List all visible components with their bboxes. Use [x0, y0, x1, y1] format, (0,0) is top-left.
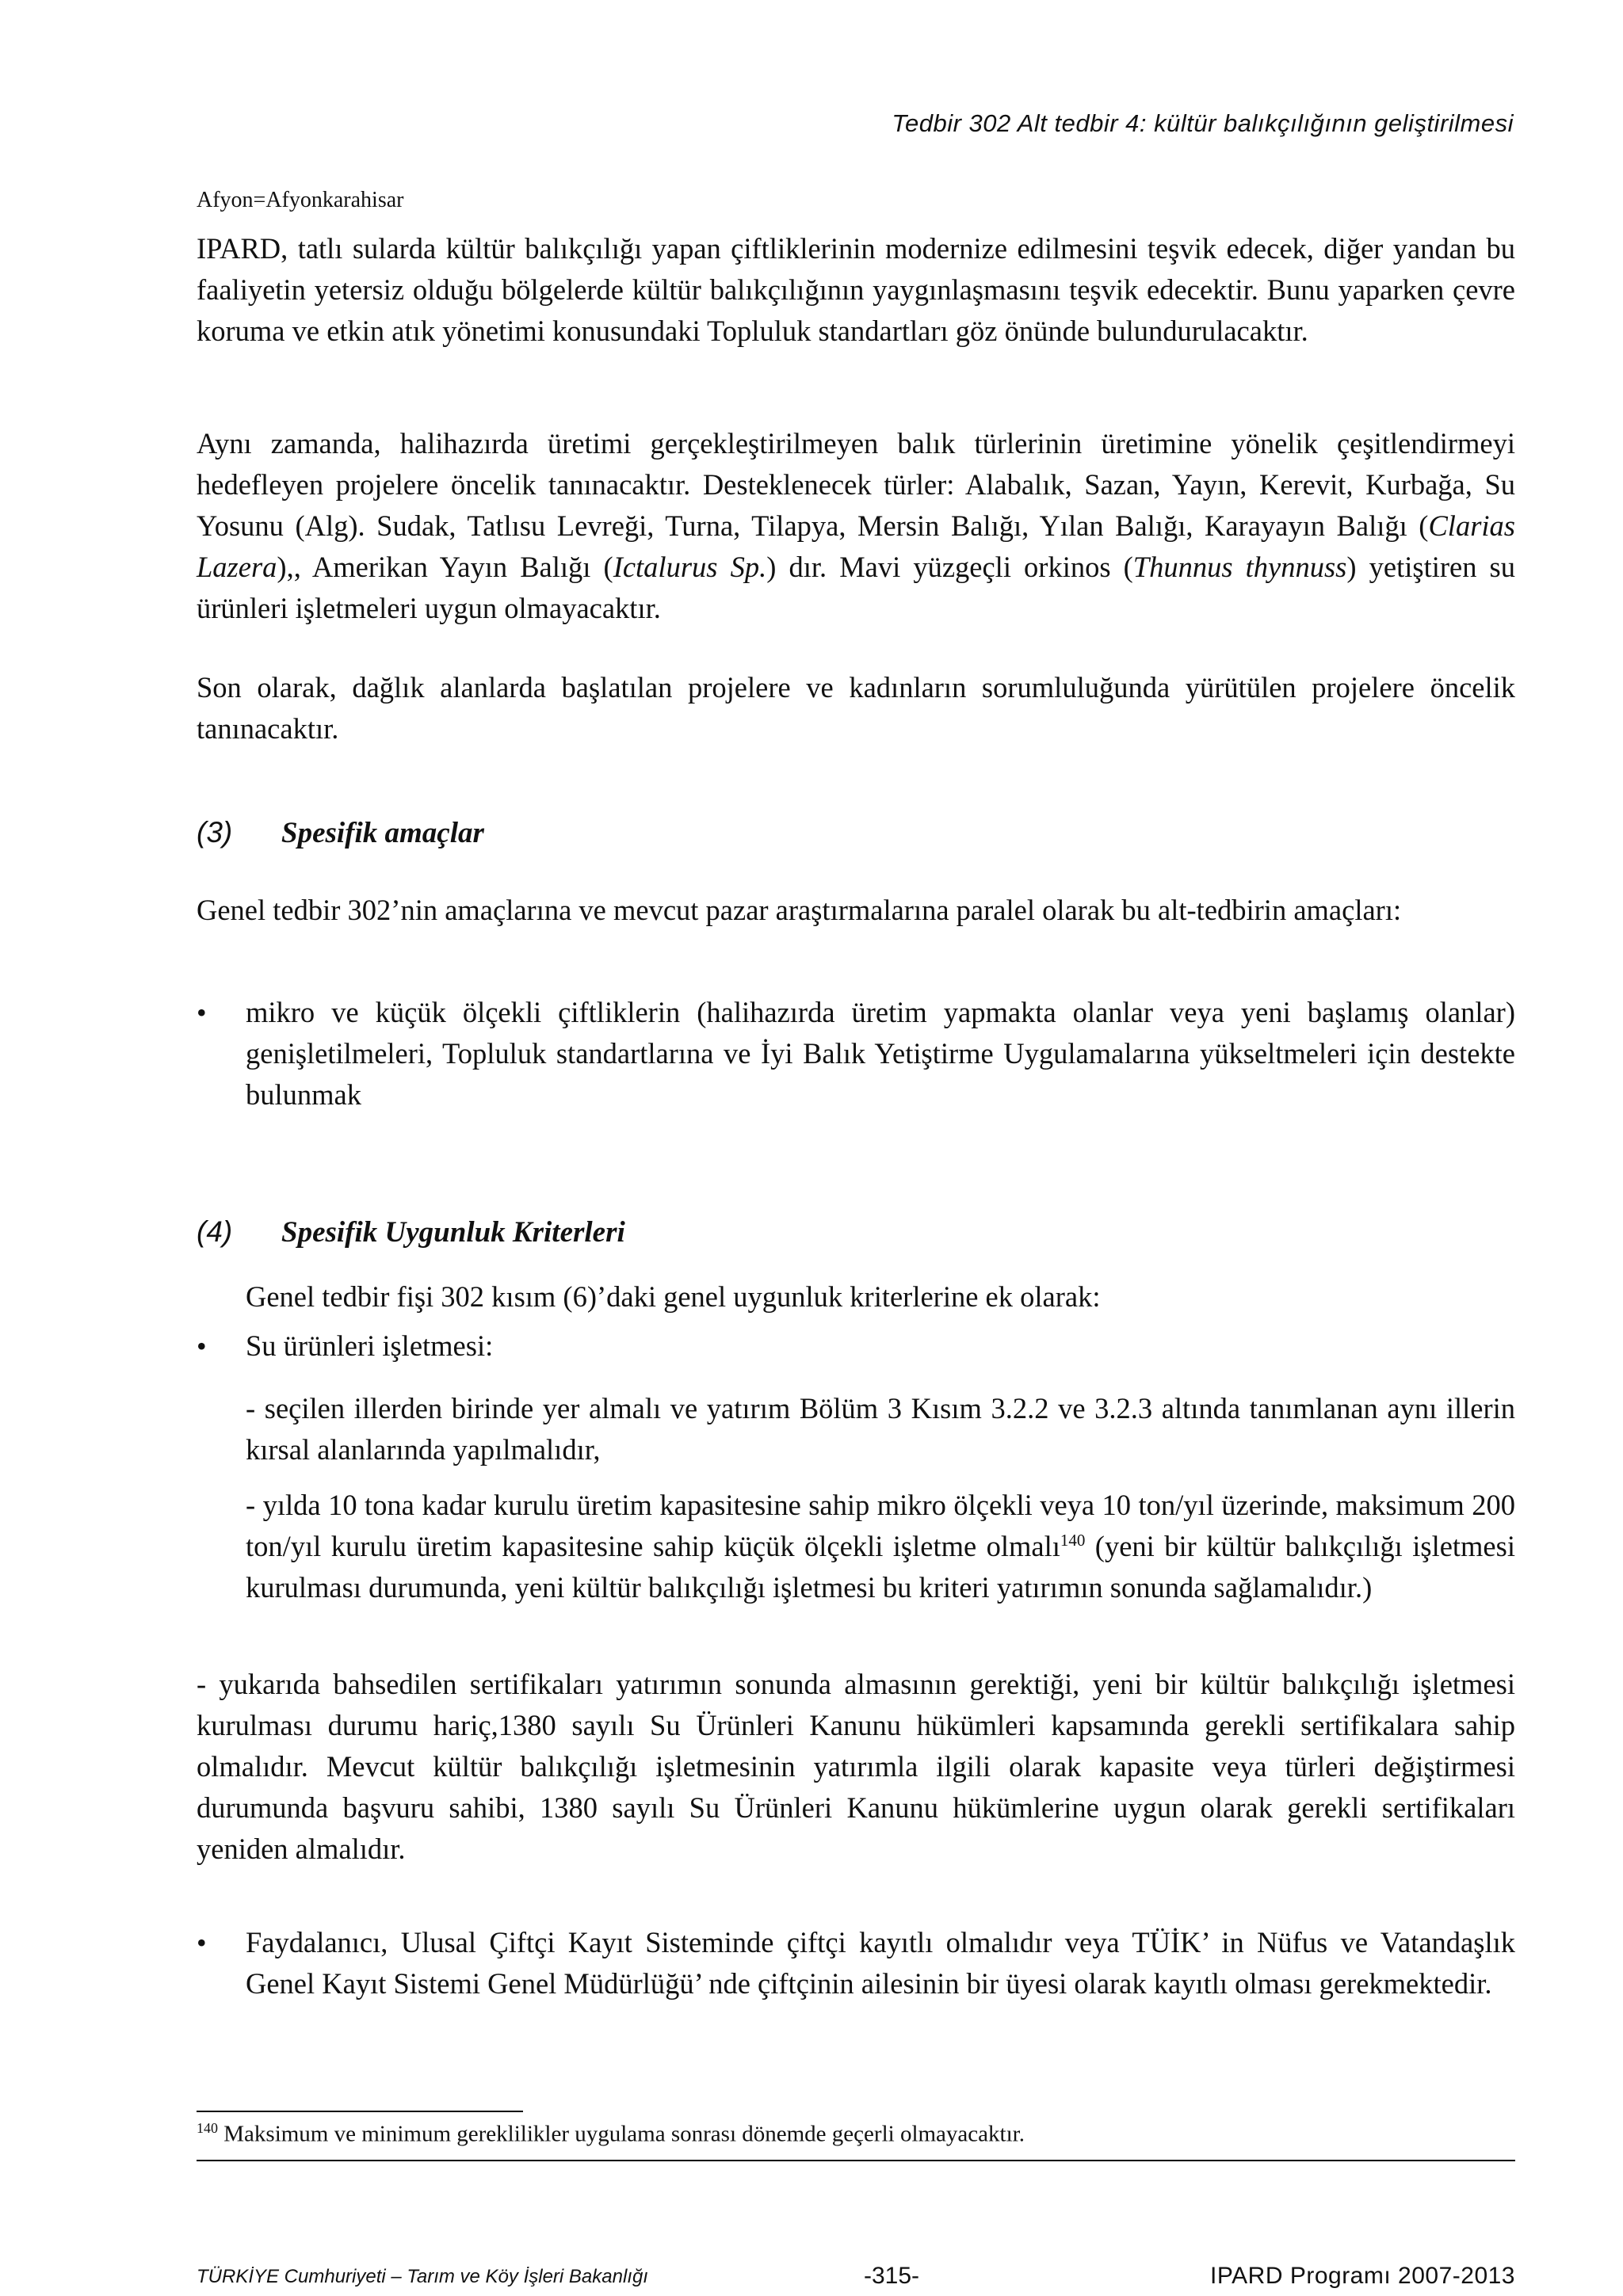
- section3-bullet: mikro ve küçük ölçekli çiftliklerin (halihazırda üretim yapmakta olanlar veya yeni başlamış olanlar) genişletilmeleri, Topluluk standartlarına ve İyi Balık Yetiştirme Uygulamalarına yükseltmeleri için destekte bulunmak: [246, 996, 1515, 1111]
- criterion-text: - yılda 10 tona kadar kurulu üretim kapasitesine sahip mikro ölçekli veya 10 ton/yıl üzerinde, maksimum 200 ton/yıl kurulu üretim kapasitesine sahip küçük ölçekli işletme olmalı: [246, 1489, 1515, 1562]
- paragraph-ipard: IPARD, tatlı sularda kültür balıkçılığı yapan çiftliklerinin modernize edilmesini teşvik edecek, diğer yandan bu faaliyetin yetersiz olduğu bölgelerde kültür balıkçılığının yaygınlaşmasını teşvik edecektir. Bunu yaparken çevre koruma ve etkin atık yönetimi konusundaki Topluluk standartları göz önünde bulundurulacaktır.: [197, 232, 1515, 347]
- page-number: -315-: [864, 2263, 920, 2289]
- species-name: Thunnus thynnuss: [1132, 551, 1347, 583]
- criterion-certificates: - yukarıda bahsedilen sertifikaları yatırımın sonunda almasının gerektiği, yeni bir kültür balıkçılığı işletmesi kurulması durumu hariç,1380 sayılı Su Ürünleri Kanunu hükümleri kapsamında gerekli sertifikalara sahip olmalıdır. Mevcut kültür balıkçılığı işletmesinin yatırımla ilgili olarak kapasite veya türleri değiştirmesi durumunda başvuru sahibi, 1380 sayılı Su Ürünleri Kanunu hükümlerine uygun olarak gerekli sertifikaları yeniden almalıdır.: [197, 1668, 1515, 1865]
- footnote-text: Maksimum ve minimum gereklilikler uygulama sonrası dönemde geçerli olmayacaktır.: [218, 2121, 1025, 2147]
- bullet-icon: •: [197, 997, 207, 1028]
- footnote-number: 140: [197, 2120, 218, 2136]
- paragraph-diversification: [197, 423, 1515, 629]
- section-number: (4): [197, 1215, 233, 1248]
- paragraph-text: ) dır. Mavi yüzgeçli orkinos (: [766, 551, 1133, 583]
- footer-ministry: TÜRKİYE Cumhuriyeti – Tarım ve Köy İşleri Bakanlığı: [197, 2266, 648, 2287]
- footer-program: IPARD Programı 2007-2013: [1210, 2263, 1515, 2289]
- bullet-icon: •: [197, 1927, 207, 1958]
- paragraph-text: Aynı zamanda, halihazırda üretimi gerçekleştirilmeyen balık türlerinin üretimine yönelik çeşitlendirmeyi hedefleyen projelere öncelik tanınacaktır. Desteklenecek türler: Alabalık, Sazan, Yayın, Kerevit, Kurbağa, Su Yosunu (Alg). Sudak, Tatlısu Levreği, Turna, Tilapya, Mersin Balığı, Yılan Balığı, Karayayın Balığı (: [197, 427, 1515, 542]
- running-header: Tedbir 302 Alt tedbir 4: kültür balıkçılığının geliştirilmesi: [892, 109, 1514, 137]
- section-number: (3): [197, 816, 233, 849]
- section3-intro: Genel tedbir 302’nin amaçlarına ve mevcut pazar araştırmalarına paralel olarak bu alt-tedbirin amaçları:: [197, 894, 1402, 926]
- footnote: [197, 2120, 1515, 2148]
- footnote-reference: 140: [1060, 1530, 1086, 1550]
- criterion-location: - seçilen illerden birinde yer almalı ve yatırım Bölüm 3 Kısım 3.2.2 ve 3.2.3 altında tanımlanan aynı illerin kırsal alanlarında yapılmalıdır,: [246, 1392, 1515, 1466]
- criterion-capacity: [246, 1485, 1515, 1608]
- section-title: Spesifik Uygunluk Kriterleri: [281, 1216, 625, 1249]
- footnote-separator: [197, 2111, 523, 2112]
- footer-rule: [197, 2160, 1515, 2161]
- paragraph-priority: Son olarak, dağlık alanlarda başlatılan projelere ve kadınların sorumluluğunda yürütülen projelere öncelik tanınacaktır.: [197, 671, 1515, 745]
- section-title: Spesifik amaçlar: [281, 817, 484, 849]
- section4-bullet-aquaculture: Su ürünleri işletmesi:: [246, 1329, 494, 1362]
- bullet-icon: •: [197, 1330, 207, 1362]
- abbreviation-note: Afyon=Afyonkarahisar: [197, 188, 404, 212]
- species-name: Clarias Lazera: [197, 509, 1515, 583]
- paragraph-text: ),, Amerikan Yayın Balığı (: [277, 551, 613, 583]
- section4-intro: Genel tedbir fişi 302 kısım (6)’daki genel uygunluk kriterlerine ek olarak:: [246, 1280, 1101, 1313]
- section4-bullet-registration: Faydalanıcı, Ulusal Çiftçi Kayıt Sisteminde çiftçi kayıtlı olmalıdır veya TÜİK’ in Nüfus ve Vatandaşlık Genel Kayıt Sistemi Genel Müdürlüğü’ nde çiftçinin ailesinin bir üyesi olarak kayıtlı olması gerekmektedir.: [246, 1926, 1515, 2000]
- paragraph-text: ) yetiştiren su ürünleri işletmeleri uygun olmayacaktır.: [197, 551, 1515, 624]
- species-name: Ictalurus Sp.: [613, 551, 767, 583]
- criterion-text: (yeni bir kültür balıkçılığı işletmesi kurulması durumunda, yeni kültür balıkçılığı işletmesi bu kriteri yatırımın sonunda sağlamalıdır.): [246, 1530, 1515, 1604]
